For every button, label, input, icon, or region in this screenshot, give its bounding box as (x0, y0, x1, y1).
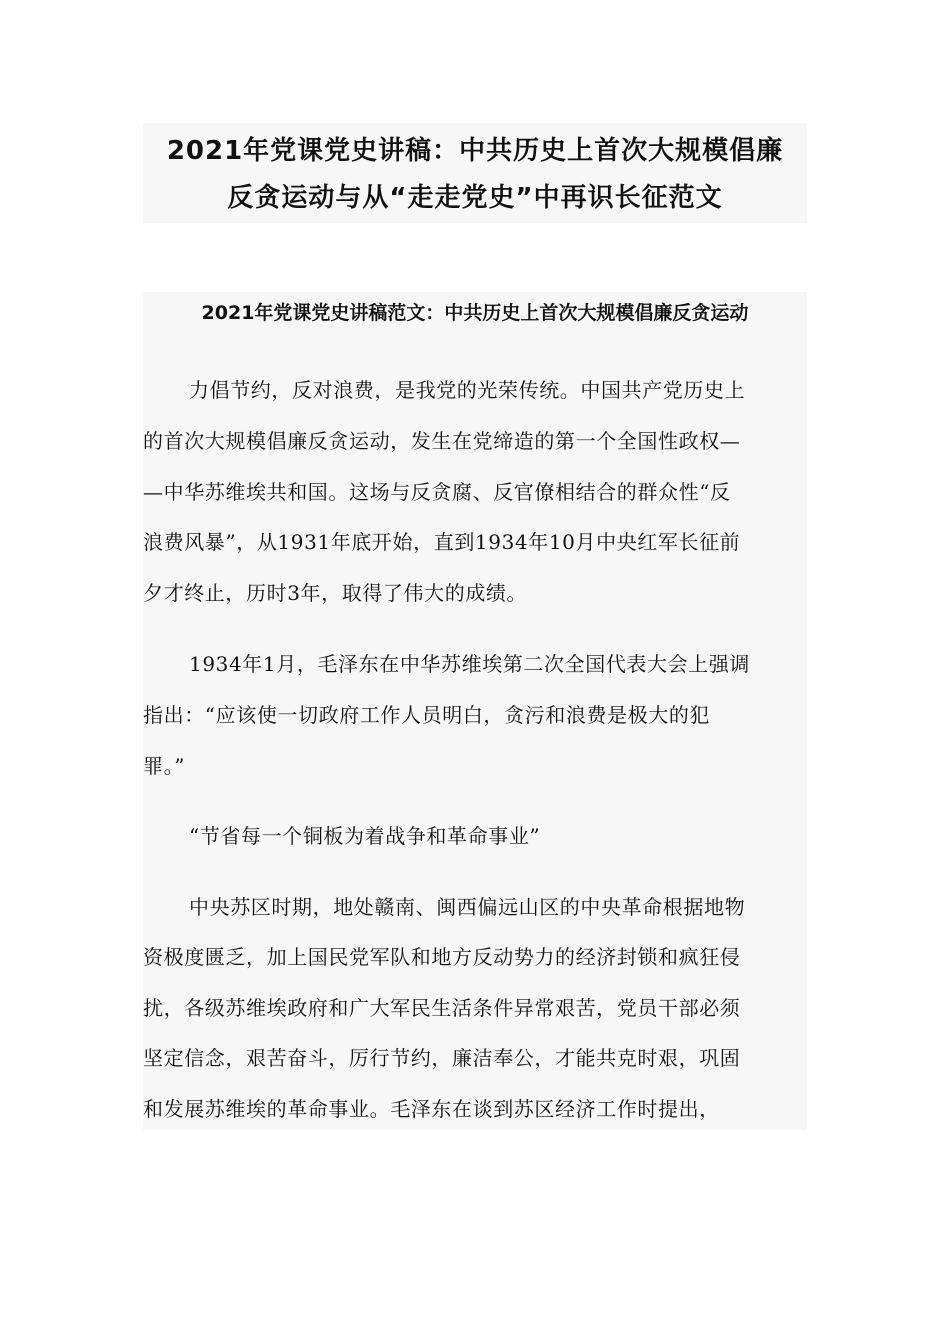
paragraph-3-line-1: “节省每一个铜板为着战争和革命事业” (189, 824, 541, 848)
title-line-2: 反贪运动与从“走走党史”中再识长征范文 (227, 183, 723, 213)
title-line-1: 2021年党课党史讲稿：中共历史上首次大规模倡廉 (166, 136, 784, 166)
paragraph-4-line-1: 中央苏区时期，地处赣南、闽西偏远山区的中央革命根据地物 (189, 895, 746, 919)
paragraph-1-line-3: —中华苏维埃共和国。这场与反贪腐、反官僚相结合的群众性“反 (143, 480, 731, 504)
document-title (143, 123, 807, 223)
paragraph-2-line-3: 罪。” (143, 754, 186, 778)
paragraph-4-line-2: 资极度匮乏，加上国民党军队和地方反动势力的经济封锁和疯狂侵 (143, 945, 741, 969)
paragraph-4-line-3: 扰，各级苏维埃政府和广大军民生活条件异常艰苦，党员干部必须 (143, 996, 741, 1020)
paragraph-2-line-1: 1934年1月，毛泽东在中华苏维埃第二次全国代表大会上强调 (189, 652, 751, 676)
paragraph-2-line-2: 指出：“应该使一切政府工作人员明白，贪污和浪费是极大的犯 (143, 703, 711, 727)
section-heading: 2021年党课党史讲稿范文：中共历史上首次大规模倡廉反贪运动 (201, 302, 749, 324)
paragraph-1-line-2: 的首次大规模倡廉反贪运动，发生在党缔造的第一个全国性政权— (143, 429, 741, 453)
paragraph-1-line-1: 力倡节约，反对浪费，是我党的光荣传统。中国共产党历史上 (189, 378, 746, 402)
paragraph-4-line-5: 和发展苏维埃的革命事业。毛泽东在谈到苏区经济工作时提出， (143, 1097, 720, 1121)
paragraph-1-line-4: 浪费风暴”，从1931年底开始，直到1934年10月中央红军长征前 (143, 530, 741, 554)
document-body (143, 292, 807, 1130)
paragraph-4-line-4: 坚定信念，艰苦奋斗，厉行节约，廉洁奉公，才能共克时艰，巩固 (143, 1046, 741, 1070)
paragraph-1-line-5: 夕才终止，历时3年，取得了伟大的成绩。 (143, 581, 528, 605)
